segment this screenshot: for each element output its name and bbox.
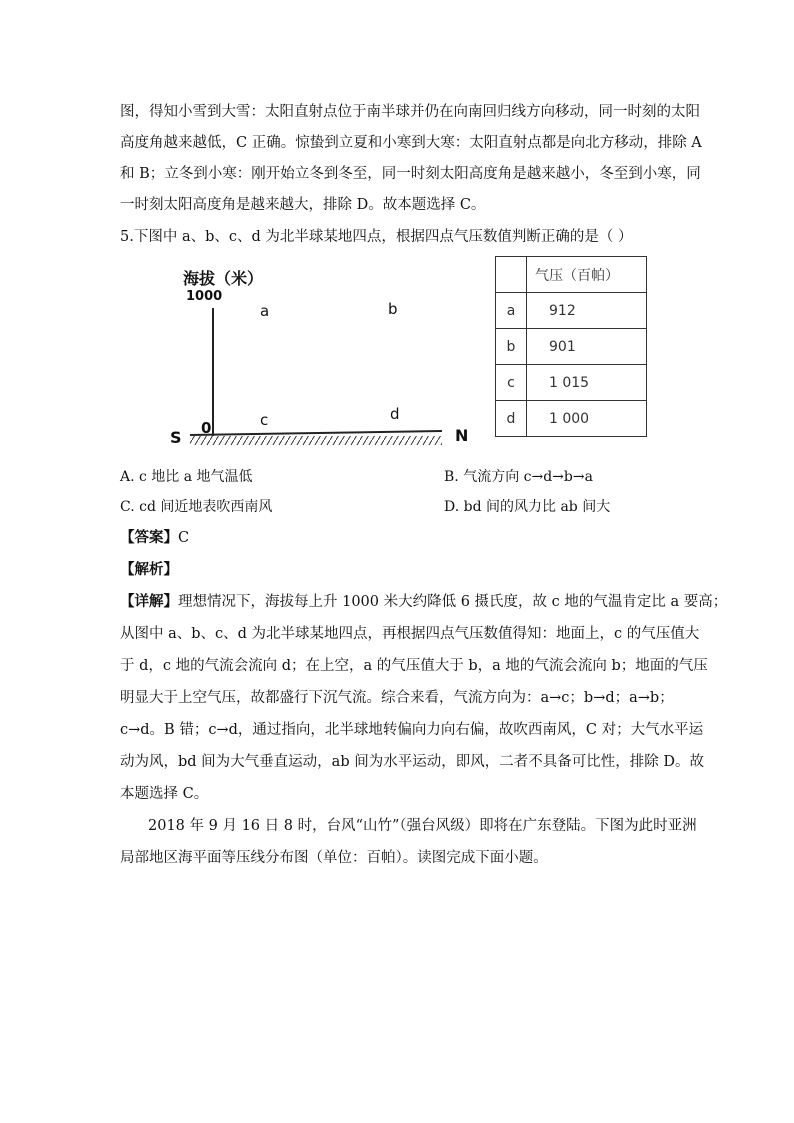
north-label: N xyxy=(455,426,469,445)
detail-label: 【详解】 xyxy=(120,593,178,610)
intro-line-4: 一时刻太阳高度角是越来越大，排除 D。故本题选择 C。 xyxy=(120,197,486,213)
table-row xyxy=(496,365,647,401)
next-intro-line-2: 局部地区海平面等压线分布图（单位：百帕）。读图完成下面小题。 xyxy=(120,850,548,866)
table-value: 901 xyxy=(527,329,647,365)
axis-title: 海拔（米） xyxy=(183,269,264,288)
option-c: C. cd 间近地表吹西南风 xyxy=(120,499,273,515)
point-c: c xyxy=(260,411,269,429)
answer-label: 【答案】 xyxy=(120,529,178,546)
point-a: a xyxy=(260,302,270,320)
question-text: 5.下图中 a、b、c、d 为北半球某地四点，根据四点气压数值判断正确的是（ ） xyxy=(120,229,633,245)
table-value: 1 015 xyxy=(527,365,647,401)
table-point: b xyxy=(496,329,527,365)
point-b: b xyxy=(388,300,398,318)
analysis-line-4: 明显大于上空气压，故都盛行下沉气流。综合来看，气流方向为：a→c；b→d；a→b； xyxy=(120,690,674,706)
table-row xyxy=(496,329,647,365)
next-intro-line-1: 2018 年 9 月 16 日 8 时，台风“山竹”（强台风级）即将在广东登陆。下图为此时亚洲 xyxy=(148,818,697,834)
intro-line-1: 图，得知小雪到大雪：太阳直射点位于南半球并仍在向南回归线方向移动，同一时刻的太阳 xyxy=(120,104,700,120)
analysis-line-5: c→d。B 错；c→d，通过指向，北半球地转偏向力向右偏，故吹西南风，C 对；大气水平运 xyxy=(120,722,704,738)
point-d: d xyxy=(390,405,400,423)
ground-line xyxy=(190,431,442,435)
table-value: 1 000 xyxy=(527,401,647,437)
answer-line xyxy=(120,528,189,548)
analysis-line-1 xyxy=(120,592,727,612)
ground-hatch xyxy=(190,436,442,445)
option-a: A. c 地比 a 地气温低 xyxy=(120,469,253,485)
intro-line-3: 和 B；立冬到小寒：刚开始立冬到冬至，同一时刻太阳高度角是越来越小，冬至到小寒，同 xyxy=(120,166,701,182)
table-value: 912 xyxy=(527,293,647,329)
intro-line-2: 高度角越来越低，C 正确。惊蛰到立夏和小寒到大寒：太阳直射点都是向北方移动，排除 A xyxy=(120,135,702,151)
option-b: B. 气流方向 c→d→b→a xyxy=(444,469,593,485)
axis-top-label: 1000 xyxy=(186,289,223,304)
analysis-line-3: 于 d，c 地的气流会流向 d；在上空，a 的气压值大于 b，a 地的气流会流向 b；地面的气压 xyxy=(120,658,708,674)
table-header-blank xyxy=(496,257,527,293)
answer-value: C xyxy=(178,530,190,546)
analysis-label: 【解析】 xyxy=(120,561,178,578)
analysis-line-6: 动为风，bd 间为大气垂直运动，ab 间为水平运动，即风，二者不具备可比性，排除 D。故 xyxy=(120,754,704,770)
analysis-line-7: 本题选择 C。 xyxy=(120,786,209,802)
option-d: D. bd 间的风力比 ab 间大 xyxy=(444,499,611,515)
table-point: c xyxy=(496,365,527,401)
south-label: S xyxy=(170,428,182,447)
table-header: 气压（百帕） xyxy=(527,257,647,293)
origin-label: 0 xyxy=(201,419,212,437)
analysis-line-2: 从图中 a、b、c、d 为北半球某地四点，再根据四点气压数值得知：地面上，c 的气压值大 xyxy=(120,626,700,642)
pressure-table xyxy=(495,256,647,437)
table-row xyxy=(496,293,647,329)
table-row xyxy=(496,401,647,437)
table-point: a xyxy=(496,293,527,329)
table-point: d xyxy=(496,401,527,437)
table-header-row xyxy=(496,257,647,293)
analysis-text-1: 理想情况下，海拔每上升 1000 米大约降低 6 摄氏度，故 c 地的气温肯定比 a 要高； xyxy=(178,594,728,610)
